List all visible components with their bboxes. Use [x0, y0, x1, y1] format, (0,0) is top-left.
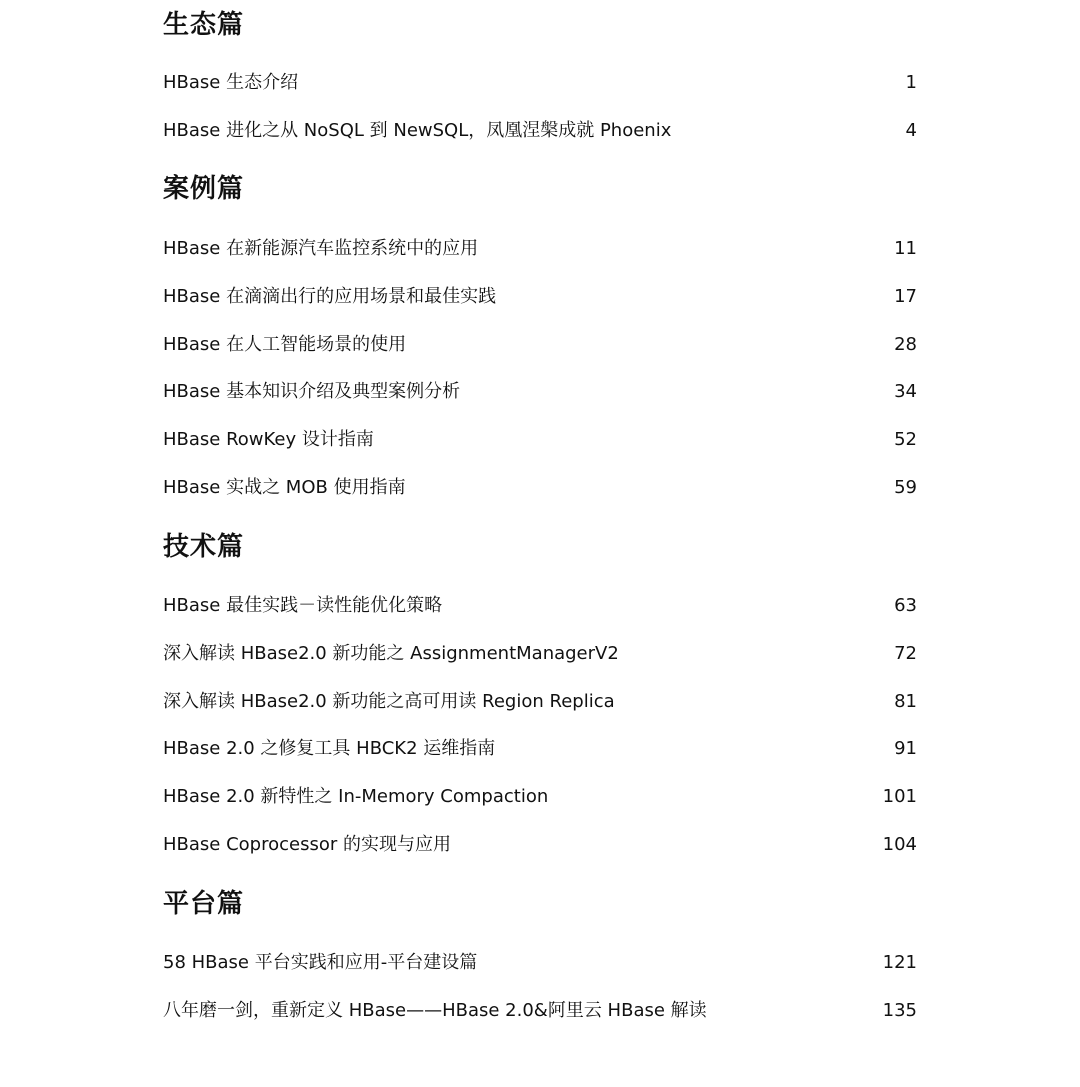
toc-entry-title: HBase 2.0 之修复工具 HBCK2 运维指南 [163, 738, 496, 759]
toc-entry[interactable] [163, 425, 917, 455]
toc-entry-title: HBase 进化之从 NoSQL 到 NewSQL，凤凰涅槃成就 Phoenix [163, 120, 672, 141]
toc-entry-title: 深入解读 HBase2.0 新功能之高可用读 Region Replica [163, 691, 615, 712]
toc-entry-page: 121 [882, 952, 917, 973]
toc-entry-page: 101 [882, 786, 917, 807]
toc-entry[interactable] [163, 234, 917, 264]
toc-entry-title: HBase RowKey 设计指南 [163, 429, 374, 450]
toc-entry[interactable] [163, 830, 917, 860]
toc-entry-title: 58 HBase 平台实践和应用-平台建设篇 [163, 952, 478, 973]
toc-entry-page: 17 [894, 286, 917, 307]
section-heading-platform: 平台篇 [163, 889, 245, 919]
section-heading-cases: 案例篇 [163, 174, 245, 204]
toc-entry-page: 1 [905, 72, 917, 93]
toc-entry-page: 81 [894, 691, 917, 712]
toc-entry[interactable] [163, 639, 917, 669]
toc-entry-title: HBase 在人工智能场景的使用 [163, 334, 407, 355]
toc-entry-page: 104 [882, 834, 917, 855]
toc-entry[interactable] [163, 330, 917, 360]
toc-entry[interactable] [163, 68, 917, 98]
section-heading-ecosystem: 生态篇 [163, 10, 245, 40]
toc-entry-title: HBase Coprocessor 的实现与应用 [163, 834, 451, 855]
toc-entry-title: HBase 生态介绍 [163, 72, 299, 93]
toc-entry-page: 135 [882, 1000, 917, 1021]
toc-entry-page: 11 [894, 238, 917, 259]
toc-entry-title: HBase 基本知识介绍及典型案例分析 [163, 381, 461, 402]
toc-entry-page: 63 [894, 595, 917, 616]
toc-entry[interactable] [163, 687, 917, 717]
toc-entry-title: 深入解读 HBase2.0 新功能之 AssignmentManagerV2 [163, 643, 619, 664]
toc-entry-title: HBase 在新能源汽车监控系统中的应用 [163, 238, 479, 259]
toc-entry[interactable] [163, 282, 917, 312]
toc-entry[interactable] [163, 734, 917, 764]
toc-entry-page: 59 [894, 477, 917, 498]
toc-entry-page: 4 [905, 120, 917, 141]
toc-entry-page: 72 [894, 643, 917, 664]
toc-entry-title: HBase 在滴滴出行的应用场景和最佳实践 [163, 286, 497, 307]
toc-entry[interactable] [163, 948, 917, 978]
toc-entry-page: 34 [894, 381, 917, 402]
toc-entry-page: 52 [894, 429, 917, 450]
toc-entry-title: HBase 最佳实践－读性能优化策略 [163, 595, 443, 616]
toc-entry-title: HBase 2.0 新特性之 In-Memory Compaction [163, 786, 549, 807]
toc-entry[interactable] [163, 116, 917, 146]
toc-entry-title: HBase 实战之 MOB 使用指南 [163, 477, 406, 498]
section-heading-technology: 技术篇 [163, 532, 245, 562]
toc-entry[interactable] [163, 473, 917, 503]
toc-entry[interactable] [163, 591, 917, 621]
toc-entry[interactable] [163, 996, 917, 1026]
toc-entry-page: 91 [894, 738, 917, 759]
toc-entry-title: 八年磨一剑，重新定义 HBase——HBase 2.0&阿里云 HBase 解读 [163, 1000, 707, 1021]
toc-entry[interactable] [163, 377, 917, 407]
toc-entry[interactable] [163, 782, 917, 812]
toc-entry-page: 28 [894, 334, 917, 355]
